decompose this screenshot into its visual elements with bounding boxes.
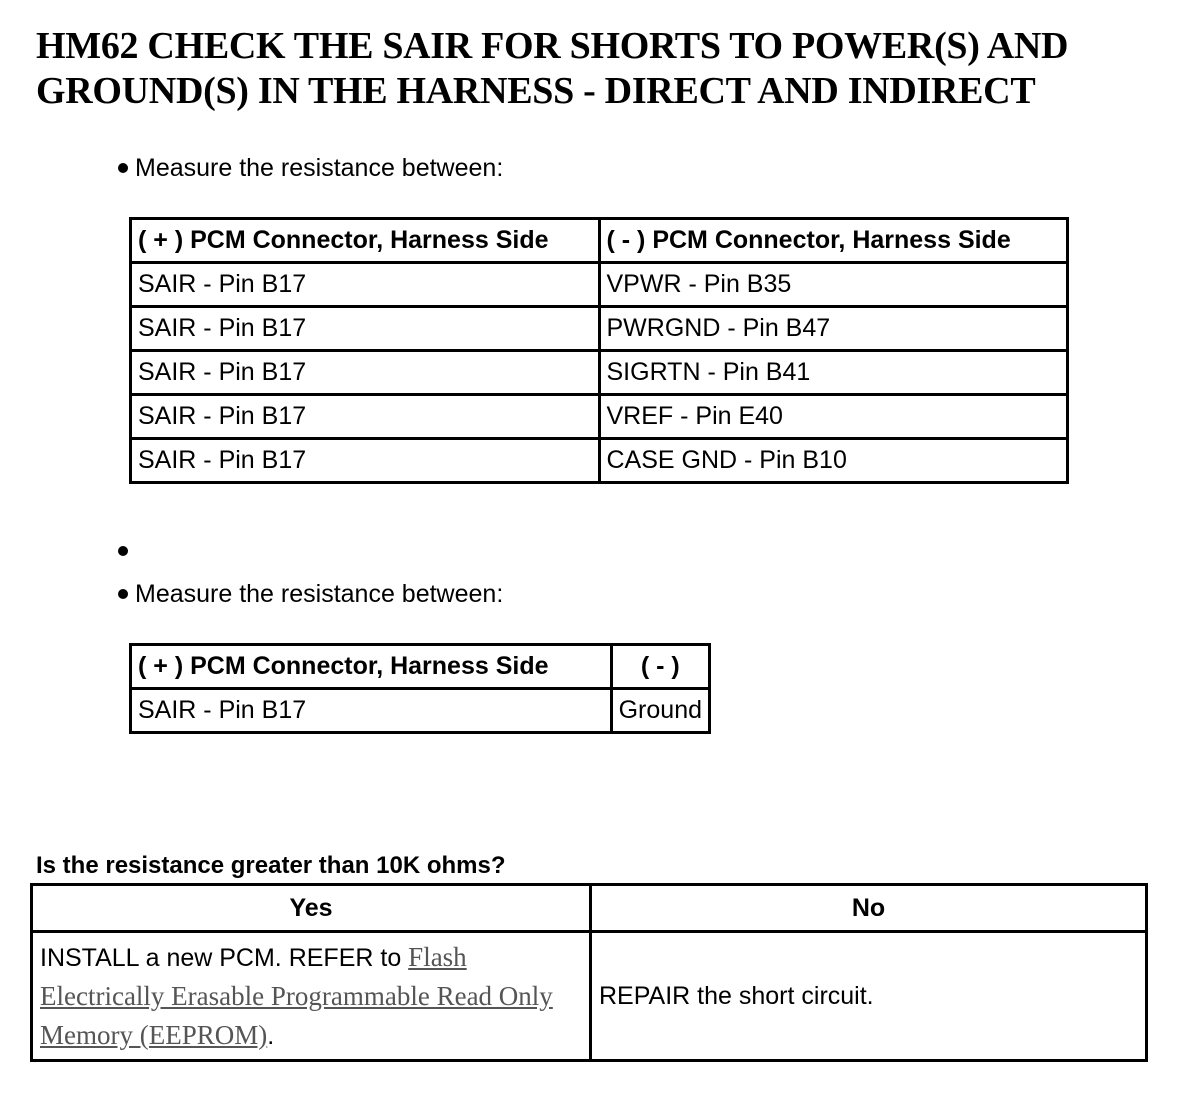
table-row: [131, 689, 710, 733]
negative-cell: VPWR - Pin B35: [599, 263, 1068, 307]
negative-header: ( - ): [611, 645, 709, 689]
empty-bullet: [118, 546, 135, 556]
page-title: HM62 CHECK THE SAIR FOR SHORTS TO POWER(S) AND GROUND(S) IN THE HARNESS - DIRECT AND INDIRECT: [36, 25, 1069, 112]
eeprom-link[interactable]: Flash Electrically Erasable Programmable Read Only Memory (EEPROM): [40, 941, 553, 1050]
instruction-1-text: Measure the resistance between:: [135, 154, 504, 182]
table-header-row: [131, 219, 1068, 263]
table-row: [131, 307, 1068, 351]
instruction-2-text: Measure the resistance between:: [135, 580, 504, 608]
yes-header: Yes: [32, 885, 591, 932]
positive-header: ( + ) PCM Connector, Harness Side: [131, 645, 612, 689]
positive-header: ( + ) PCM Connector, Harness Side: [131, 219, 600, 263]
positive-cell: SAIR - Pin B17: [131, 351, 600, 395]
table-header-row: [131, 645, 710, 689]
yes-action: [32, 932, 591, 1061]
negative-cell: PWRGND - Pin B47: [599, 307, 1068, 351]
result-table: [30, 883, 1148, 1062]
no-action: REPAIR the short circuit.: [591, 932, 1147, 1061]
bullet-icon: [118, 589, 128, 599]
table-row: [131, 439, 1068, 483]
measurement-table-1: [129, 217, 1069, 484]
no-header: No: [591, 885, 1147, 932]
instruction-2: [118, 579, 503, 609]
instruction-1: [118, 153, 503, 183]
yes-action-text: INSTALL a new PCM. REFER to: [40, 943, 409, 972]
yes-action-period: .: [267, 1021, 275, 1050]
positive-cell: SAIR - Pin B17: [131, 395, 600, 439]
positive-cell: SAIR - Pin B17: [131, 307, 600, 351]
table-row: [131, 395, 1068, 439]
table-row: [131, 351, 1068, 395]
table-row: [131, 263, 1068, 307]
positive-cell: SAIR - Pin B17: [131, 689, 612, 733]
bullet-icon: [118, 546, 128, 556]
positive-cell: SAIR - Pin B17: [131, 439, 600, 483]
measurement-table-2: [129, 643, 711, 734]
negative-cell: CASE GND - Pin B10: [599, 439, 1068, 483]
negative-cell: SIGRTN - Pin B41: [599, 351, 1068, 395]
result-row: [32, 932, 1147, 1061]
negative-cell: VREF - Pin E40: [599, 395, 1068, 439]
negative-header: ( - ) PCM Connector, Harness Side: [599, 219, 1068, 263]
bullet-icon: [118, 163, 128, 173]
negative-cell: Ground: [611, 689, 709, 733]
positive-cell: SAIR - Pin B17: [131, 263, 600, 307]
question-text: Is the resistance greater than 10K ohms?: [36, 852, 506, 879]
result-header-row: [32, 885, 1147, 932]
